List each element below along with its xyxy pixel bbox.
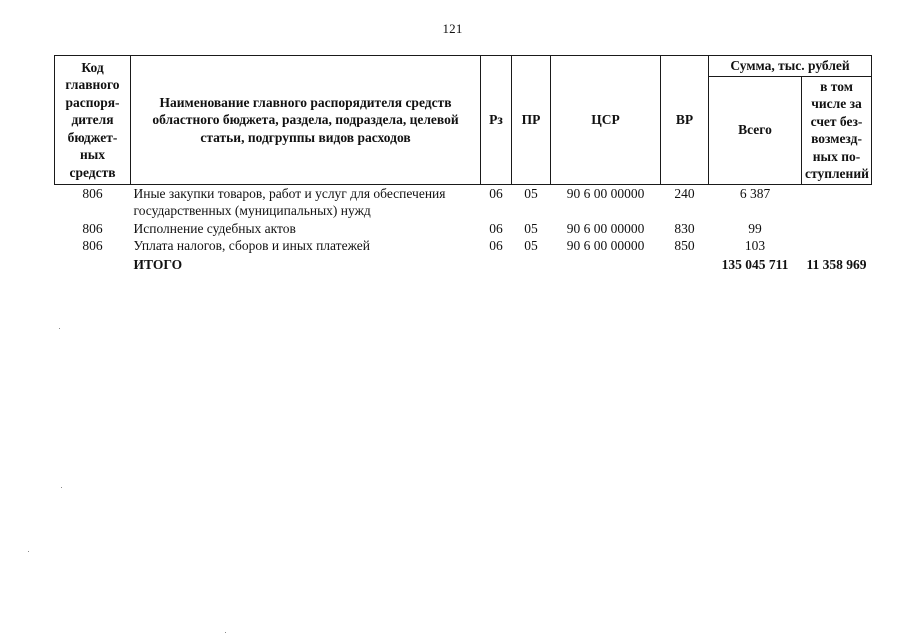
- total-code-empty: [55, 255, 131, 274]
- row-total: 99: [748, 220, 762, 236]
- row-name: Уплата налогов, сборов и иных платежей: [133, 238, 370, 254]
- row-code: 806: [82, 220, 103, 236]
- page-number: 121: [442, 21, 463, 36]
- header-csr: ЦСР: [551, 56, 661, 185]
- scan-speck: [28, 551, 29, 552]
- budget-table: [54, 55, 872, 274]
- row-incl: [802, 220, 872, 238]
- row-code: 806: [82, 185, 103, 201]
- table-row: [55, 237, 872, 255]
- row-vr: 830: [674, 220, 695, 236]
- table-row: [55, 184, 872, 220]
- header-pr: ПР: [512, 56, 551, 185]
- row-incl: [802, 237, 872, 255]
- header-code: Код главного распоря-дителя бюджет-ных средств: [55, 56, 131, 185]
- row-pr: 05: [524, 185, 538, 201]
- header-sum: Сумма, тыс. рублей: [709, 56, 872, 77]
- grand-total-incl: 11 358 969: [806, 257, 867, 273]
- row-pr: 05: [524, 238, 538, 254]
- row-rz: 06: [489, 220, 503, 236]
- row-csr: 90 6 00 00000: [566, 238, 645, 254]
- grand-total-sum: 135 045 711: [721, 257, 789, 273]
- header-rz: Рз: [481, 56, 512, 185]
- row-csr: 90 6 00 00000: [566, 185, 645, 201]
- row-vr: 850: [674, 238, 695, 254]
- table-row: [55, 220, 872, 238]
- grand-total-label: ИТОГО: [133, 257, 183, 273]
- header-incl: в том числе за счет без-возмезд-ных по-ступлений: [802, 76, 872, 184]
- header-vr: ВР: [661, 56, 709, 185]
- scan-speck: [59, 328, 60, 329]
- grand-total-row: [55, 255, 872, 274]
- row-code: 806: [82, 238, 103, 254]
- header-name: Наименование главного распорядителя средств областного бюджета, раздела, подраздела, целевой статьи, подгруппы видов расходов: [131, 56, 481, 185]
- row-total: 6 387: [739, 185, 771, 201]
- header-total: Всего: [709, 76, 802, 184]
- row-vr: 240: [674, 185, 695, 201]
- row-rz: 06: [489, 238, 503, 254]
- row-name: Исполнение судебных актов: [133, 220, 296, 236]
- row-total: 103: [744, 238, 766, 254]
- row-incl: [802, 184, 872, 220]
- scan-speck: [61, 487, 62, 488]
- table-header: [55, 56, 872, 185]
- row-pr: 05: [524, 220, 538, 236]
- scan-speck: [225, 632, 226, 633]
- row-rz: 06: [489, 185, 503, 201]
- row-csr: 90 6 00 00000: [566, 220, 645, 236]
- row-name: Иные закупки товаров, работ и услуг для обеспечения государственных (муниципальных) нужд: [133, 185, 446, 219]
